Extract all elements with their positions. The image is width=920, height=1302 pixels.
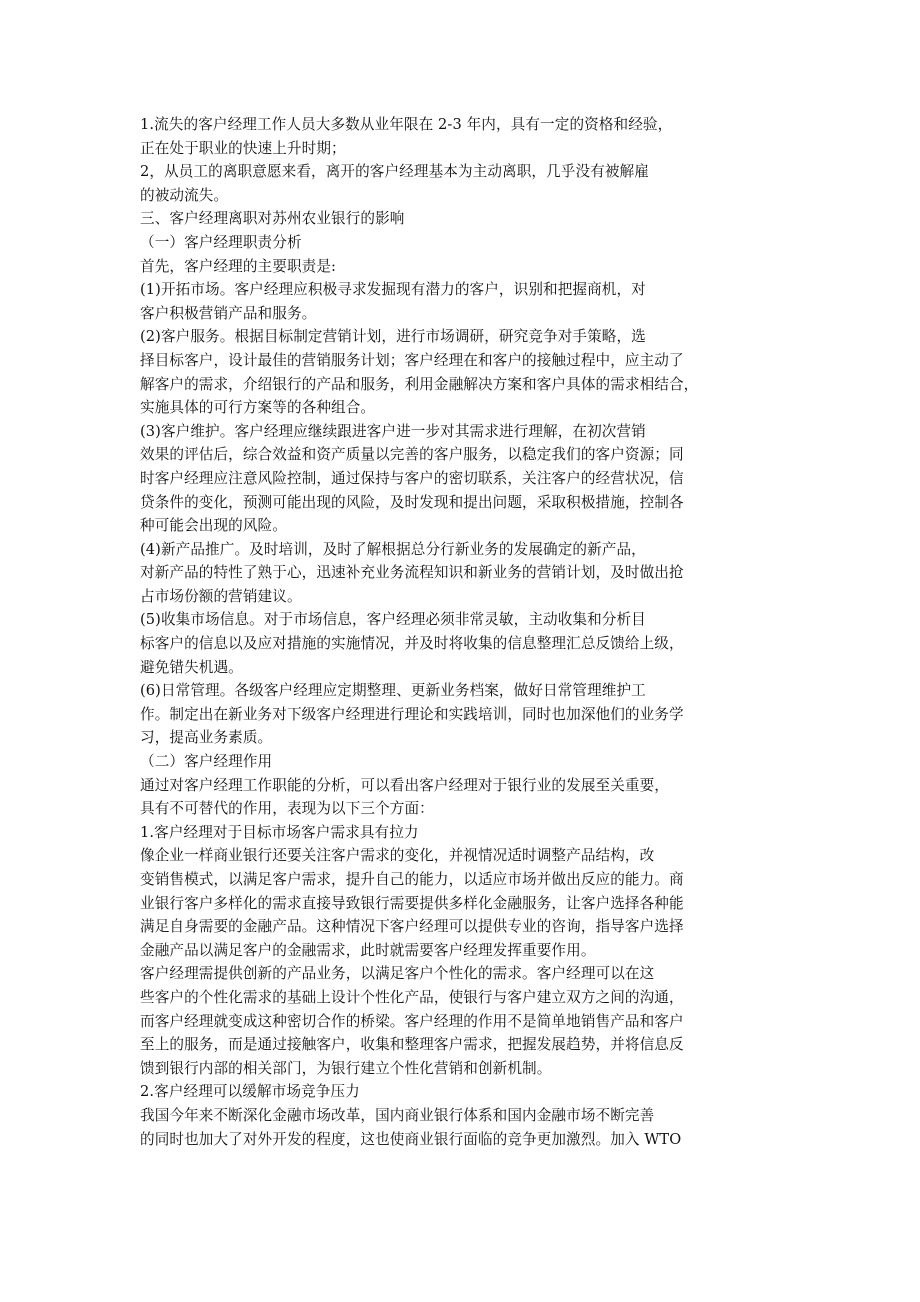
text-line: 具有不可替代的作用，表现为以下三个方面： — [140, 800, 434, 818]
text-line: 些客户的个性化需求的基础上设计个性化产品，使银行与客户建立双方之间的沟通， — [140, 988, 684, 1006]
text-line: 占市场份额的营销建议。 — [140, 587, 302, 605]
text-line: 像企业一样商业银行还要关注客户需求的变化，并视情况适时调整产品结构，改 — [140, 847, 655, 865]
text-line: 首先，客户经理的主要职责是: — [140, 257, 337, 275]
text-line: 变销售模式，以满足客户需求，提升自己的能力，以适应市场并做出反应的能力。商 — [140, 871, 684, 888]
text-line: 而客户经理就变成这种密切合作的桥梁。客户经理的作用不是简单地销售产品和客户 — [140, 1012, 684, 1030]
text-line: 正在处于职业的快速上升时期； — [140, 139, 346, 157]
text-line: 客户积极营销产品和服务。 — [140, 304, 317, 322]
text-line: 的被动流失。 — [140, 186, 229, 204]
text-line: (4)新产品推广。及时培训，及时了解根据总分行新业务的发展确定的新产品， — [140, 540, 646, 558]
text-line: 满足自身需要的金融产品。这种情况下客户经理可以提供专业的咨询，指导客户选择 — [140, 918, 684, 936]
text-line: 习，提高业务素质。 — [140, 729, 273, 747]
text-line: 2，从员工的离职意愿来看，离开的客户经理基本为主动离职，几乎没有被解雇 — [140, 163, 649, 181]
text-line: 我国今年来不断深化金融市场改革，国内商业银行体系和国内金融市场不断完善 — [140, 1106, 655, 1124]
text-line: (5)收集市场信息。对于市场信息，客户经理必须非常灵敏，主动收集和分析目 — [140, 611, 646, 629]
text-line: (6)日常管理。各级客户经理应定期整理、更新业务档案，做好日常管理维护工 — [140, 682, 646, 700]
text-line: 至上的服务，而是通过接触客户，收集和整理客户需求，把握发展趋势，并将信息反 — [140, 1036, 684, 1054]
text-line: 实施具体的可行方案等的各种组合。 — [140, 399, 376, 417]
text-line: 对新产品的特性了熟于心，迅速补充业务流程知识和新业务的营销计划，及时做出抢 — [140, 564, 684, 582]
text-line: 作。制定出在新业务对下级客户经理进行理论和实践培训，同时也加深他们的业务学 — [140, 705, 684, 723]
text-line: 择目标客户，设计最佳的营销服务计划；客户经理在和客户的接触过程中，应主动了 — [140, 351, 684, 369]
text-line: 解客户的需求，介绍银行的产品和服务，利用金融解决方案和客户具体的需求相结合， — [140, 375, 699, 393]
text-line: (2)客户服务。根据目标制定营销计划，进行市场调研，研究竞争对手策略，选 — [140, 328, 646, 346]
text-line: (3)客户维护。客户经理应继续跟进客户进一步对其需求进行理解，在初次营销 — [140, 422, 646, 440]
text-line: 1.流失的客户经理工作人员大多数从业年限在 2-3 年内，具有一定的资格和经验， — [140, 116, 673, 133]
point-heading: 2.客户经理可以缓解市场竞争压力 — [140, 1083, 360, 1101]
point-heading: 1.客户经理对于目标市场客户需求具有拉力 — [140, 823, 419, 841]
text-line: 种可能会出现的风险。 — [140, 517, 287, 535]
text-line: 馈到银行内部的相关部门，为银行建立个性化营销和创新机制。 — [140, 1059, 552, 1077]
text-line: 通过对客户经理工作职能的分析，可以看出客户经理对于银行业的发展至关重要， — [140, 776, 669, 794]
text-line: (1)开拓市场。客户经理应积极寻求发掘现有潜力的客户，识别和把握商机，对 — [140, 281, 646, 299]
text-line: 效果的评估后，综合效益和资产质量以完善的客户服务，以稳定我们的客户资源；同 — [140, 446, 684, 464]
text-line: 贷条件的变化，预测可能出现的风险，及时发现和提出问题，采取积极措施，控制各 — [140, 493, 684, 511]
section-heading: 三、客户经理离职对苏州农业银行的影响 — [140, 210, 405, 228]
text-line: 的同时也加大了对外开发的程度，这也使商业银行面临的竞争更加激烈。加入 WTO — [140, 1130, 682, 1148]
text-line: 避免错失机遇。 — [140, 658, 243, 676]
subsection-heading: （二）客户经理作用 — [140, 753, 273, 771]
subsection-heading: （一）客户经理职责分析 — [140, 233, 302, 251]
text-line: 时客户经理应注意风险控制，通过保持与客户的密切联系，关注客户的经营状况，信 — [140, 469, 684, 487]
text-line: 标客户的信息以及应对措施的实施情况，并及时将收集的信息整理汇总反馈给上级， — [140, 635, 684, 653]
text-line: 业银行客户多样化的需求直接导致银行需要提供多样化金融服务，让客户选择各种能 — [140, 894, 684, 912]
text-line: 金融产品以满足客户的金融需求，此时就需要客户经理发挥重要作用。 — [140, 941, 596, 959]
document-body — [140, 113, 750, 1151]
text-line: 客户经理需提供创新的产品业务，以满足客户个性化的需求。客户经理可以在这 — [140, 965, 655, 983]
